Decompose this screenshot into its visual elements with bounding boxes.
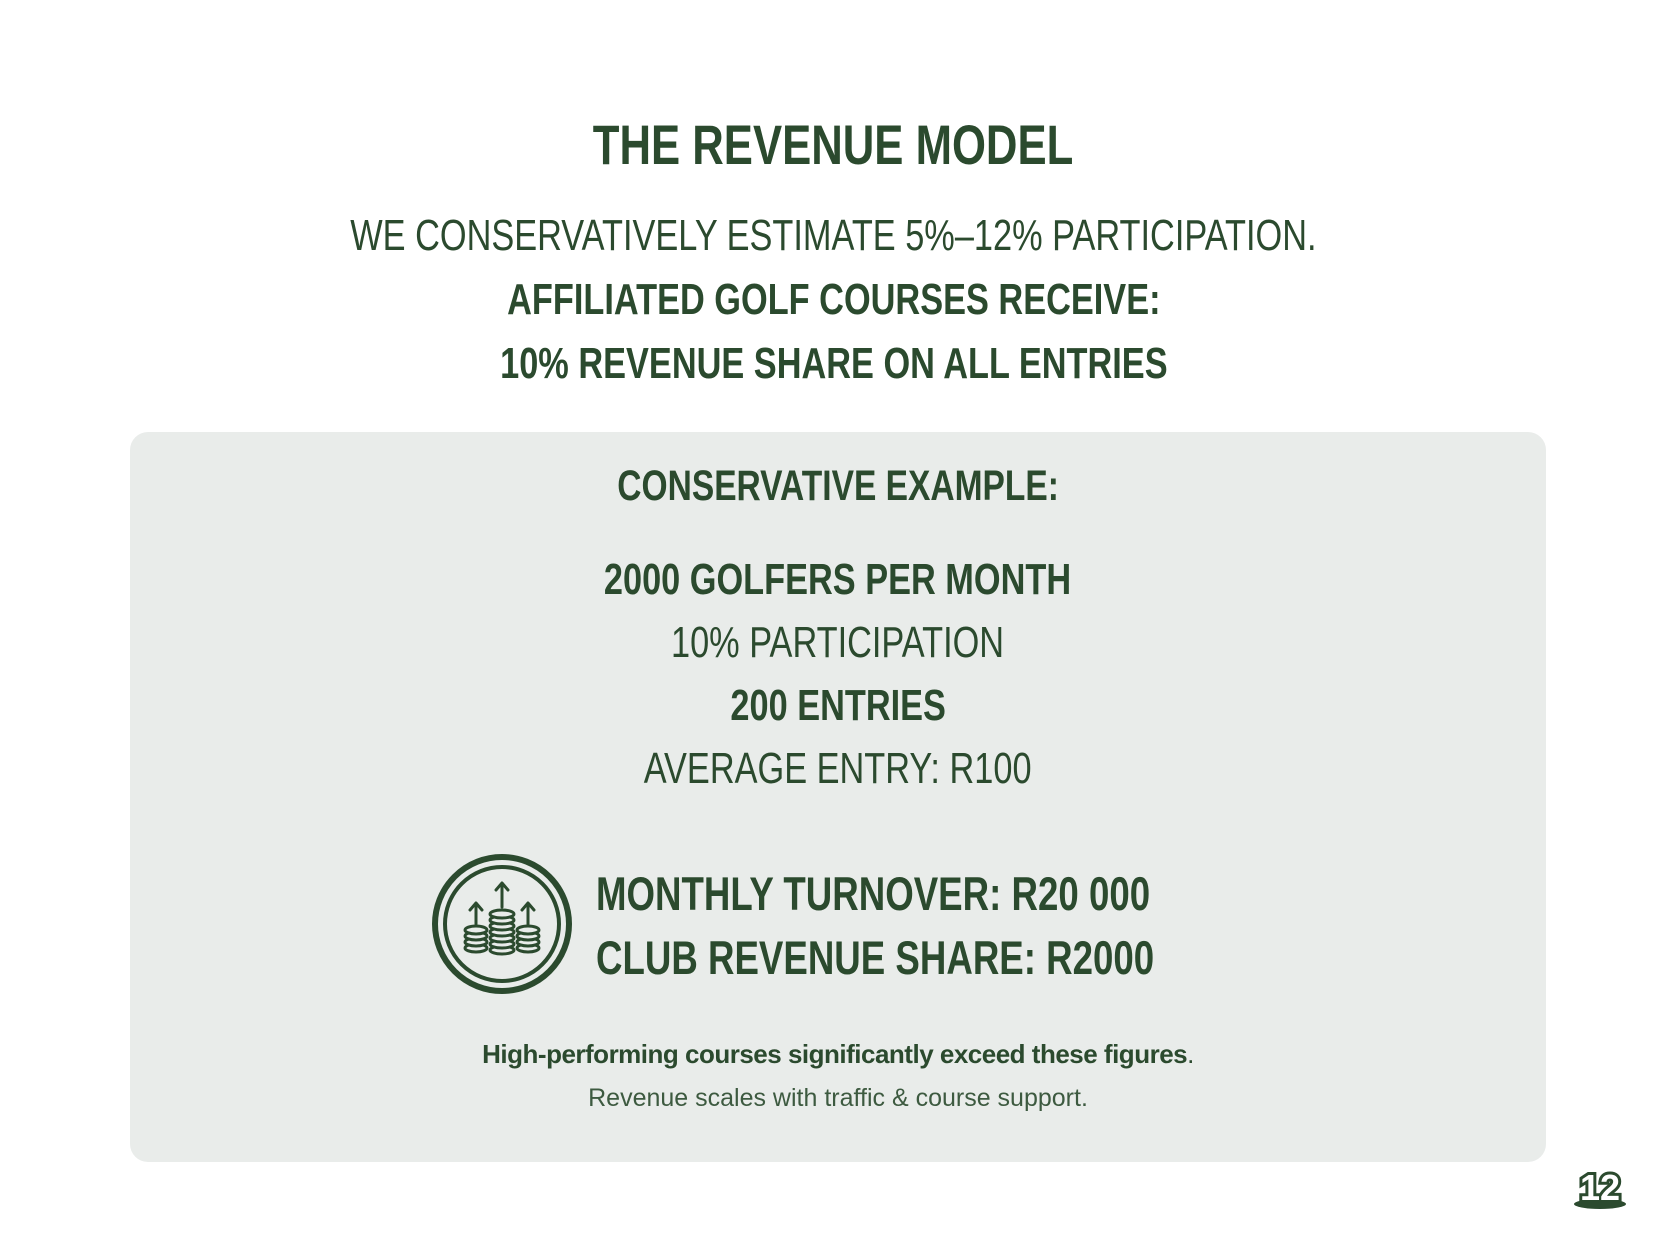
- slide-title-text: THE REVENUE MODEL: [593, 113, 1074, 176]
- totals-block: [596, 862, 1312, 990]
- page-number: 12: [1579, 1167, 1621, 1208]
- golfers-stat: 2000 GOLFERS PER MONTH: [604, 555, 1072, 604]
- footnote-period: .: [1187, 1039, 1194, 1069]
- club-revenue-share: CLUB REVENUE SHARE: R2000: [596, 931, 1155, 984]
- intro-block: [0, 204, 1667, 396]
- footnote-highlight: High-performing courses significantly exceed these figures.: [482, 1039, 1194, 1069]
- page-number-badge: [1570, 1162, 1630, 1212]
- receive-line: AFFILIATED GOLF COURSES RECEIVE:: [506, 275, 1161, 324]
- example-panel: [130, 432, 1546, 1162]
- slide-title: [0, 112, 1667, 177]
- participation-stat: 10% PARTICIPATION: [671, 618, 1005, 667]
- average-entry-stat: AVERAGE ENTRY: R100: [644, 744, 1032, 793]
- footnote: [130, 1032, 1546, 1120]
- coins-growth-icon: [430, 852, 574, 996]
- example-stats: [130, 548, 1546, 800]
- monthly-turnover: MONTHLY TURNOVER: R20 000: [596, 867, 1151, 920]
- example-heading: CONSERVATIVE EXAMPLE:: [617, 462, 1059, 510]
- share-line: 10% REVENUE SHARE ON ALL ENTRIES: [499, 339, 1168, 388]
- entries-stat: 200 ENTRIES: [730, 681, 946, 730]
- footnote-note: Revenue scales with traffic & course support.: [588, 1084, 1088, 1112]
- estimate-line: WE CONSERVATIVELY ESTIMATE 5%–12% PARTICIPATION.: [350, 211, 1317, 260]
